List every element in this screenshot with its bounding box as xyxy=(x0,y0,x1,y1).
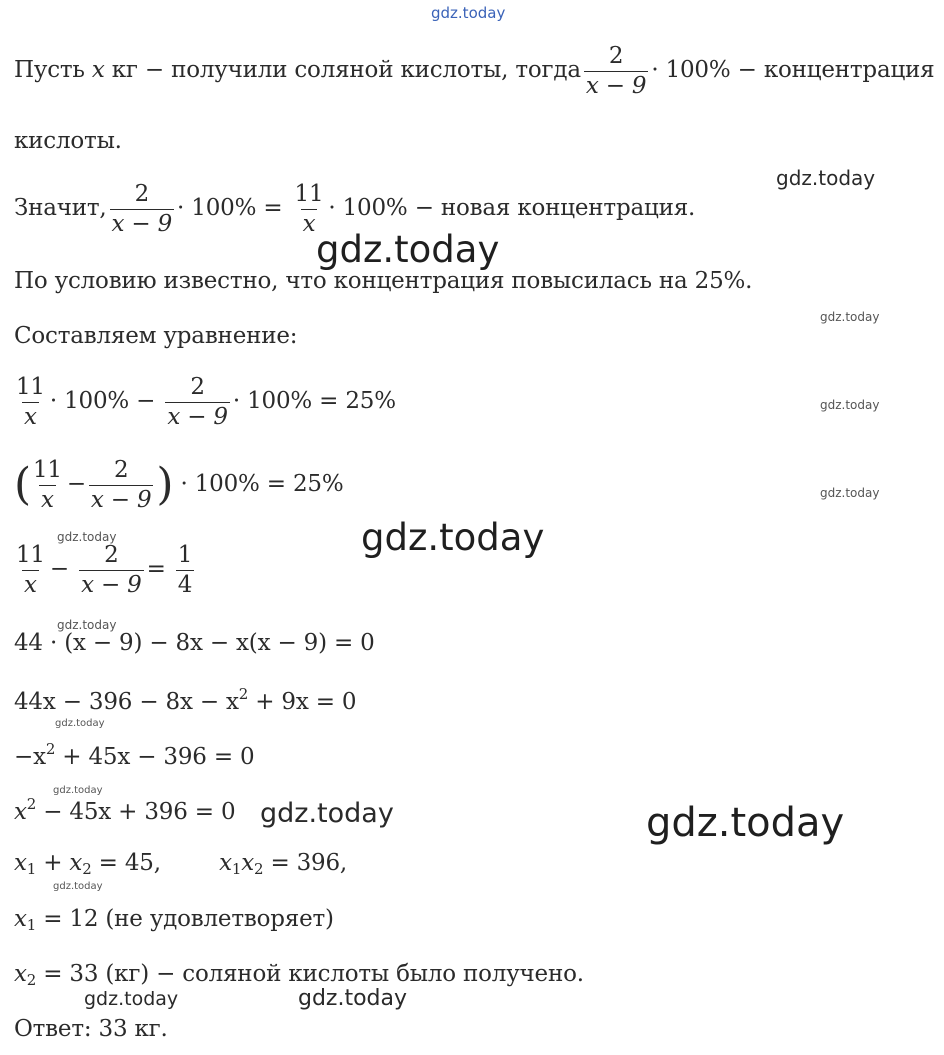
watermark-large: gdz.today xyxy=(361,516,545,559)
answer-line: Ответ: 33 кг. xyxy=(14,1016,168,1042)
watermark-small: gdz.today xyxy=(53,881,103,892)
equation-6: $-x^2 + 45x - 396 = 0$ xyxy=(14,740,255,770)
watermark: gdz.today xyxy=(776,166,876,190)
watermark-large: gdz.today xyxy=(316,228,500,271)
watermark-small: gdz.today xyxy=(57,618,117,632)
fraction: $\frac{11}{x}$ xyxy=(16,374,45,431)
fraction: $\frac{11}{x}$ xyxy=(294,181,324,238)
fraction: $\frac{11}{x}$ xyxy=(32,457,62,514)
equation-5: $44x - 396 - 8x - x^2 + 9x = 0$ xyxy=(14,685,357,715)
vieta-line: $x_1 + x_2 = 45$, $x_1x_2 = 396$, xyxy=(14,850,348,878)
fraction: $\frac{2}{x - 9}$ xyxy=(111,181,173,238)
fraction: $\frac{2}{x - 9}$ xyxy=(167,374,228,431)
fraction: $\frac{2}{x - 9}$ xyxy=(81,542,142,599)
watermark-top: gdz.today xyxy=(431,4,506,22)
watermark-medium: gdz.today xyxy=(260,798,394,829)
equation-1: $\frac{11}{x}$ · 100% − $\frac{2}{x - 9}$ · 100% = 25% xyxy=(16,374,396,431)
equation-2: ( $\frac{11}{x}$ − $\frac{2}{x - 9}$ ) · 100% = 25% xyxy=(14,457,344,514)
watermark-small: gdz.today xyxy=(55,718,105,729)
watermark: gdz.today xyxy=(298,986,408,1011)
fraction: $\frac{11}{x}$ xyxy=(16,542,45,599)
watermark-small: gdz.today xyxy=(820,398,880,412)
root-1-line: $x_1 = 12$ (не удовлетворяет) xyxy=(14,906,334,934)
watermark-small: gdz.today xyxy=(53,785,103,796)
equation-3: $\frac{11}{x}$ − $\frac{2}{x - 9}$ = $\frac{1}{4}$ xyxy=(16,542,193,599)
watermark-small: gdz.today xyxy=(57,530,117,544)
fraction: $\frac{1}{4}$ xyxy=(177,542,193,599)
text-line-1: Пусть x кг − получили соляной кислоты, тогда $\frac{2}{x - 9}$ · 100% − концентрация xyxy=(14,43,935,100)
equation-7: $x^2 - 45x + 396 = 0$ xyxy=(14,795,236,825)
watermark-large: gdz.today xyxy=(646,800,845,846)
fraction: $\frac{2}{x - 9}$ xyxy=(90,457,152,514)
watermark-small: gdz.today xyxy=(820,310,880,324)
fraction: $\frac{2}{x - 9}$ xyxy=(585,43,647,100)
watermark-small: gdz.today xyxy=(820,486,880,500)
text-line-2: кислоты. xyxy=(14,128,122,154)
root-2-line: $x_2 = 33$ (кг) − соляной кислоты было получено. xyxy=(14,961,584,989)
text-line-4: По условию известно, что концентрация повысилась на 25%. xyxy=(14,268,753,294)
text-line-3: Значит, $\frac{2}{x - 9}$ · 100% = $\frac{11}{x}$ · 100% − новая концентрация. xyxy=(14,181,696,238)
text-line-5: Составляем уравнение: xyxy=(14,323,298,349)
equation-4: 44 · (x − 9) − 8x − x(x − 9) = 0 xyxy=(14,630,375,656)
watermark: gdz.today xyxy=(84,988,179,1010)
